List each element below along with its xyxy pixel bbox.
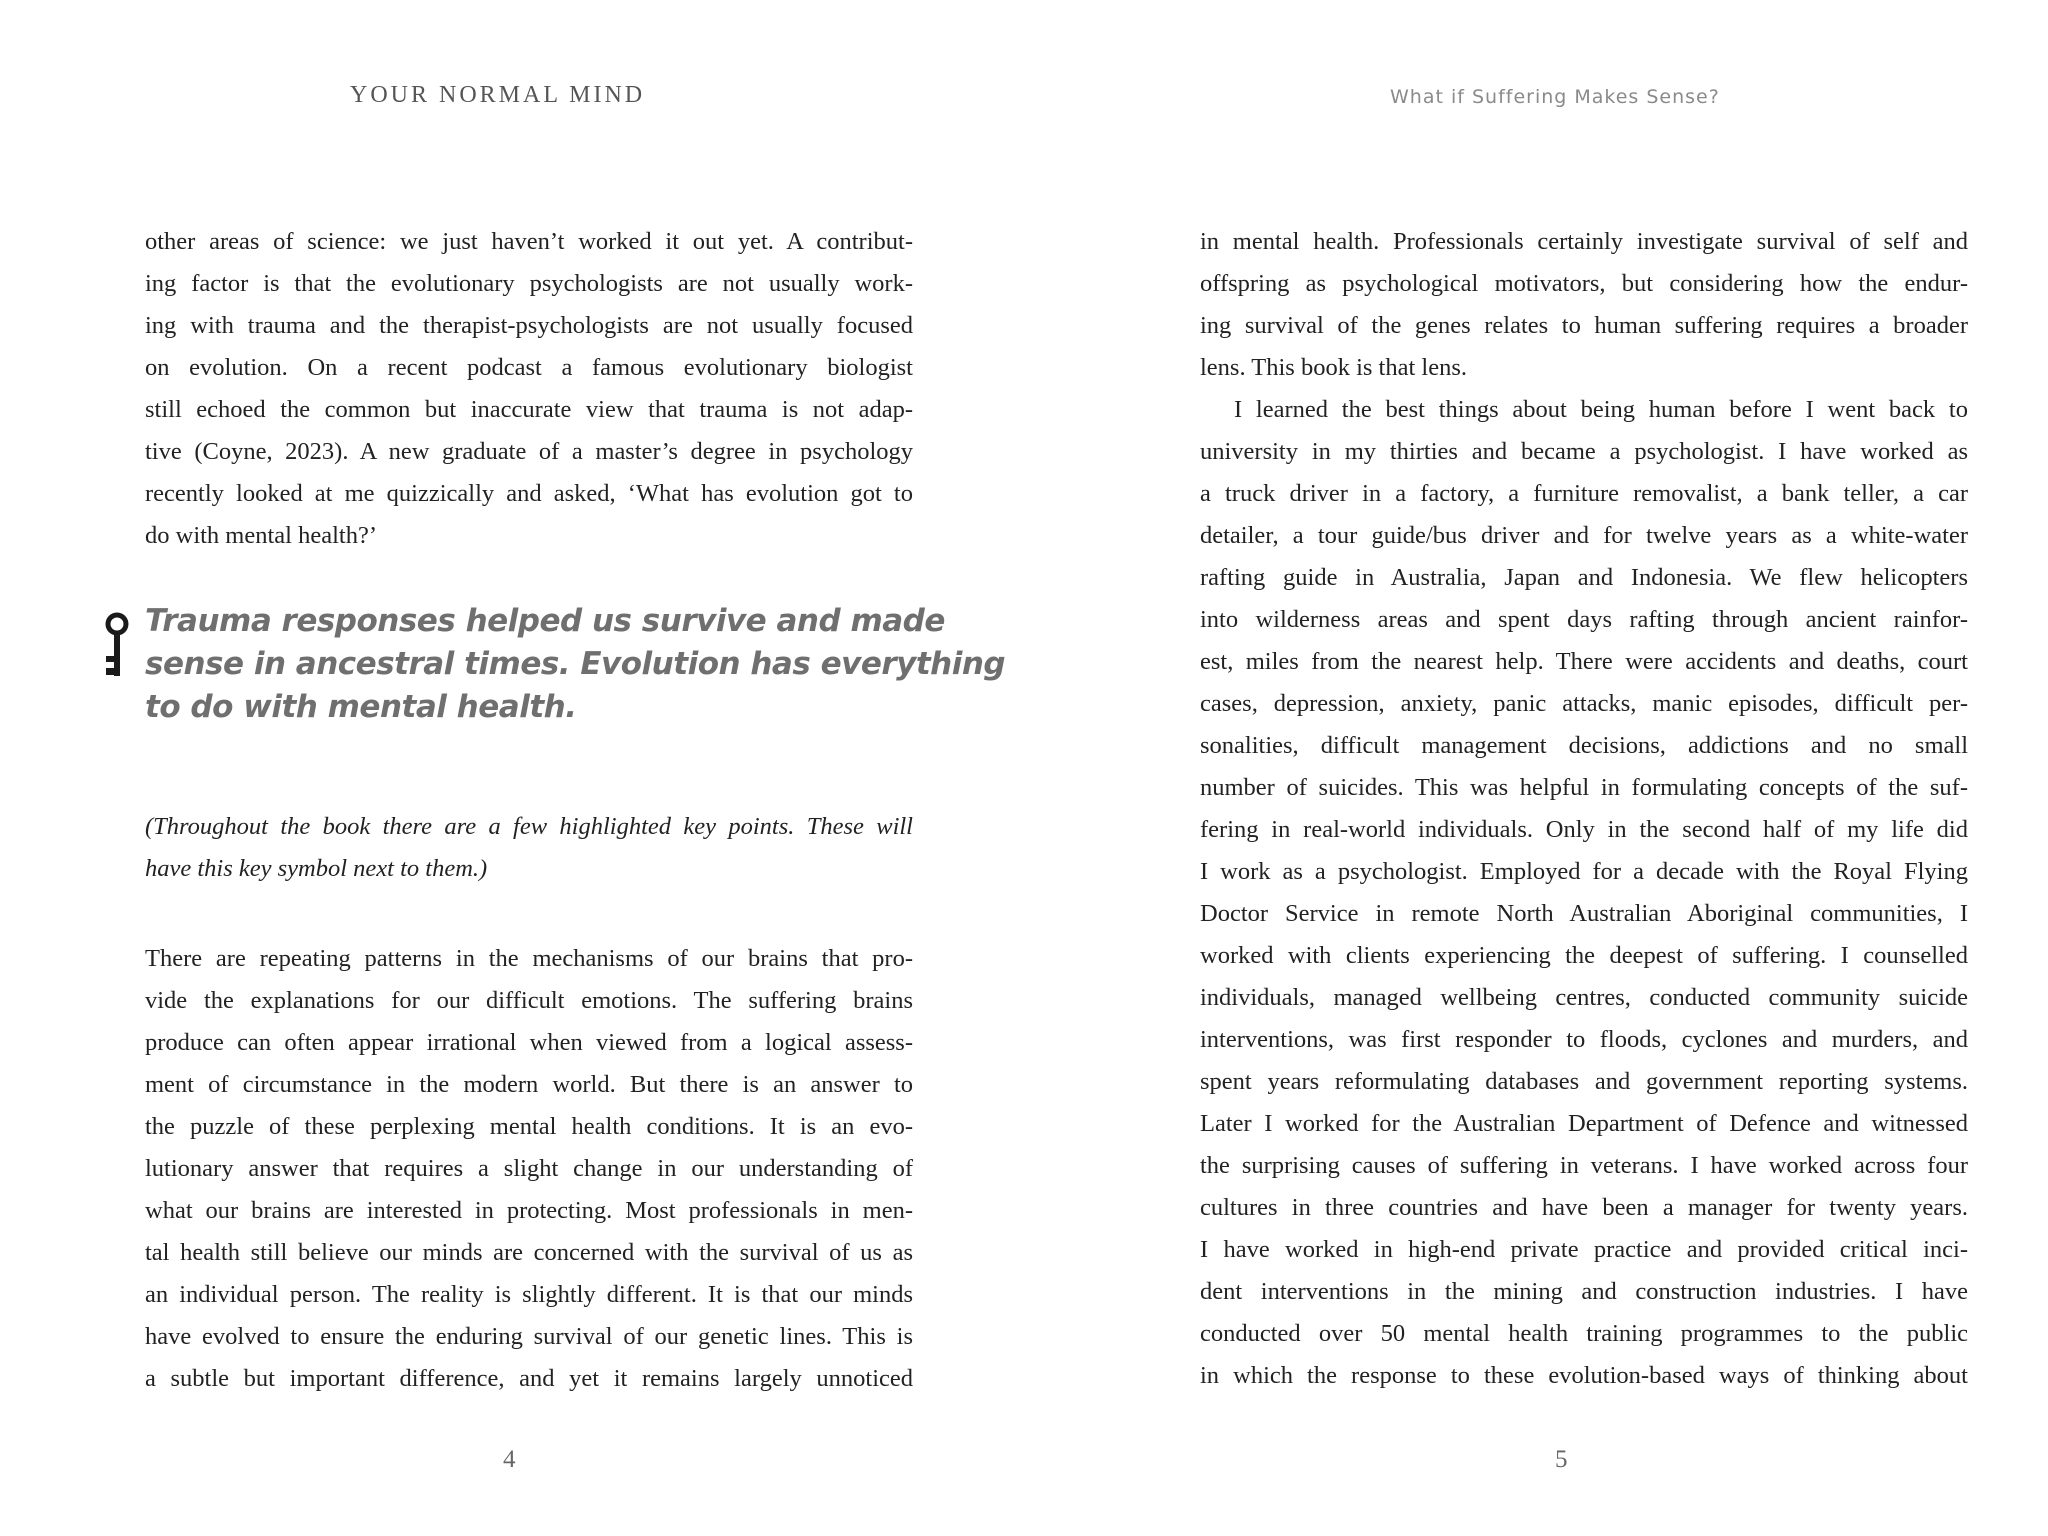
text-line: the puzzle of these perplexing mental health conditions. It is an evo- [145, 1113, 913, 1140]
text-line: detailer, a tour guide/bus driver and for twelve years as a white-water [1200, 522, 1968, 549]
text-line: There are repeating patterns in the mechanisms of our brains that pro- [145, 945, 913, 972]
text-line: tal health still believe our minds are concerned with the survival of us as [145, 1239, 913, 1266]
text-line: in mental health. Professionals certainly investigate survival of self and [1200, 228, 1968, 255]
text-line: cases, depression, anxiety, panic attacks, manic episodes, difficult per- [1200, 690, 1968, 717]
text-line: individuals, managed wellbeing centres, conducted community suicide [1200, 984, 1968, 1011]
text-line: ment of circumstance in the modern world. But there is an answer to [145, 1071, 913, 1098]
text-line: cultures in three countries and have been a manager for twenty years. [1200, 1194, 1968, 1221]
text-line: university in my thirties and became a psychologist. I have worked as [1200, 438, 1968, 465]
text-line: still echoed the common but inaccurate view that trauma is not adap- [145, 396, 913, 423]
text-line: worked with clients experiencing the deepest of suffering. I counselled [1200, 942, 1968, 969]
running-head-chapter-title: What if Suffering Makes Sense? [1390, 86, 1720, 108]
text-line: an individual person. The reality is slightly different. It is that our minds [145, 1281, 913, 1308]
text-line: into wilderness areas and spent days rafting through ancient rainfor- [1200, 606, 1968, 633]
text-line: (Throughout the book there are a few highlighted key points. These will [145, 813, 913, 840]
key-point-line: Trauma responses helped us survive and made [145, 603, 945, 639]
text-line: ing with trauma and the therapist-psychologists are not usually focused [145, 312, 913, 339]
text-line: what our brains are interested in protecting. Most professionals in men- [145, 1197, 913, 1224]
text-line: lutionary answer that requires a slight change in our understanding of [145, 1155, 913, 1182]
text-line: sonalities, difficult management decisions, addictions and no small [1200, 732, 1968, 759]
key-point-line: sense in ancestral times. Evolution has everything [145, 646, 1006, 682]
right-page [1024, 0, 2048, 1536]
key-symbol-note [145, 806, 913, 890]
key-icon [103, 612, 131, 682]
text-line: tive (Coyne, 2023). A new graduate of a master’s degree in psychology [145, 438, 913, 465]
text-line: ing survival of the genes relates to human suffering requires a broader [1200, 312, 1968, 339]
text-line: spent years reformulating databases and government reporting systems. [1200, 1068, 1968, 1095]
text-line: I have worked in high-end private practice and provided critical inci- [1200, 1236, 1968, 1263]
page-number: 4 [503, 1446, 516, 1473]
text-line: conducted over 50 mental health training programmes to the public [1200, 1320, 1968, 1347]
text-line: the surprising causes of suffering in veterans. I have worked across four [1200, 1152, 1968, 1179]
paragraph [1200, 221, 1968, 1397]
key-point-line: to do with mental health. [145, 689, 577, 725]
text-line: other areas of science: we just haven’t worked it out yet. A contribut- [145, 228, 913, 255]
text-line: interventions, was first responder to floods, cyclones and murders, and [1200, 1026, 1968, 1053]
text-line: offspring as psychological motivators, but considering how the endur- [1200, 270, 1968, 297]
text-line: ing factor is that the evolutionary psychologists are not usually work- [145, 270, 913, 297]
text-line: a truck driver in a factory, a furniture removalist, a bank teller, a car [1200, 480, 1968, 507]
key-point-callout [145, 600, 1006, 729]
text-line: on evolution. On a recent podcast a famous evolutionary biologist [145, 354, 913, 381]
running-head-book-title: YOUR NORMAL MIND [350, 82, 646, 108]
text-line: recently looked at me quizzically and asked, ‘What has evolution got to [145, 480, 913, 507]
text-line: produce can often appear irrational when viewed from a logical assess- [145, 1029, 913, 1056]
text-line: fering in real-world individuals. Only in the second half of my life did [1200, 816, 1968, 843]
text-line: Later I worked for the Australian Department of Defence and witnessed [1200, 1110, 1968, 1137]
text-line: rafting guide in Australia, Japan and Indonesia. We flew helicopters [1200, 564, 1968, 591]
text-line: in which the response to these evolution-based ways of thinking about [1200, 1362, 1968, 1389]
page-number: 5 [1555, 1446, 1568, 1473]
text-line: lens. This book is that lens. [1200, 354, 1467, 381]
text-line: vide the explanations for our difficult emotions. The suffering brains [145, 987, 913, 1014]
text-line: dent interventions in the mining and construction industries. I have [1200, 1278, 1968, 1305]
text-line: est, miles from the nearest help. There were accidents and deaths, court [1200, 648, 1968, 675]
text-line: I work as a psychologist. Employed for a decade with the Royal Flying [1200, 858, 1968, 885]
text-line: a subtle but important difference, and yet it remains largely unnoticed [145, 1365, 913, 1392]
text-line: number of suicides. This was helpful in formulating concepts of the suf- [1200, 774, 1968, 801]
text-line: have this key symbol next to them.) [145, 855, 488, 882]
text-line: do with mental health?’ [145, 522, 377, 549]
paragraph [145, 221, 913, 557]
text-line: Doctor Service in remote North Australian Aboriginal communities, I [1200, 900, 1968, 927]
paragraph [145, 938, 913, 1400]
text-line: have evolved to ensure the enduring survival of our genetic lines. This is [145, 1323, 913, 1350]
text-line: I learned the best things about being human before I went back to [1234, 396, 1968, 423]
